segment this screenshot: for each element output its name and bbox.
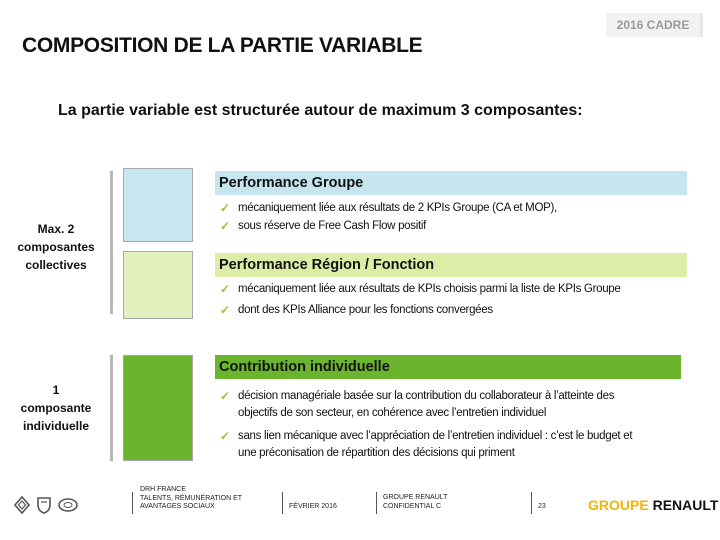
tag-accent-bar (700, 13, 703, 37)
collective-bracket (110, 171, 113, 314)
individual-group-label (8, 381, 104, 435)
individual-label-line: individuelle (22, 419, 89, 433)
footer-conf-line: GROUPE RENAULT (383, 494, 448, 501)
page-number: 23 (538, 503, 546, 510)
samsung-oval-icon (58, 496, 78, 514)
category-tag: 2016 CADRE (606, 13, 700, 37)
bullet-text: mécaniquement liée aux résultats de 2 KPIs Groupe (CA et MOP), (238, 202, 557, 214)
bullet-text: une préconisation de répartition des décisions qui priment (238, 447, 515, 459)
slide-subtitle: La partie variable est structurée autour de maximum 3 composantes: (58, 102, 583, 119)
individual-bracket (110, 355, 113, 461)
individual-label-line: 1 (52, 383, 60, 397)
contribution-individuelle-header: Contribution individuelle (215, 355, 681, 379)
bullet-text: mécaniquement liée aux résultats de KPIs choisis parmi la liste de KPIs Groupe (238, 283, 621, 295)
footer-conf-line: CONFIDENTIAL C (383, 502, 442, 510)
check-icon: ✓ (220, 303, 230, 317)
bullet-item (220, 388, 614, 422)
bullet-item (220, 281, 621, 298)
bullet-item (220, 302, 493, 319)
footer-divider (376, 492, 377, 514)
region-color-square (123, 251, 193, 319)
bullet-text: décision managériale basée sur la contribution du collaborateur à l’atteinte des (238, 390, 615, 402)
performance-region-header: Performance Région / Fonction (215, 253, 687, 277)
collective-group-label (8, 220, 104, 274)
individual-label-line: composante (20, 401, 92, 415)
bullet-item (220, 200, 557, 217)
logo-text-renault: RENAULT (652, 497, 719, 513)
footer-dept-line: AVANTAGES SOCIAUX (140, 503, 215, 510)
footer-divider (132, 492, 133, 514)
footer-divider (531, 492, 532, 514)
check-icon: ✓ (220, 389, 230, 403)
bullet-text: sans lien mécanique avec l’appréciation de l’entretien individuel : c’est le budget et (238, 430, 633, 442)
logo-text-groupe: GROUPE (588, 497, 649, 513)
slide-title: COMPOSITION DE LA PARTIE VARIABLE (22, 34, 423, 57)
collective-label-line: collectives (25, 258, 87, 272)
footer-confidentiality (383, 494, 447, 511)
groupe-color-square (123, 168, 193, 242)
collective-label-line: Max. 2 (37, 222, 75, 236)
bullet-item (220, 428, 632, 462)
brand-icons (14, 496, 78, 514)
footer-divider (282, 492, 283, 514)
check-icon: ✓ (220, 429, 230, 443)
renault-diamond-icon (14, 496, 30, 514)
footer-date: FÉVRIER 2016 (289, 503, 337, 510)
dacia-shield-icon (36, 496, 52, 514)
check-icon: ✓ (220, 282, 230, 296)
bullet-text: sous réserve de Free Cash Flow positif (238, 220, 427, 232)
groupe-renault-logo (588, 497, 718, 513)
check-icon: ✓ (220, 201, 230, 215)
footer-department (140, 486, 242, 512)
performance-groupe-header: Performance Groupe (215, 171, 687, 195)
bullet-item (220, 218, 426, 235)
collective-label-line: composantes (17, 240, 95, 254)
bullet-text: dont des KPIs Alliance pour les fonctions convergées (238, 304, 493, 316)
check-icon: ✓ (220, 219, 230, 233)
footer-dept-line: TALENTS, RÉMUNÉRATION ET (140, 494, 243, 502)
footer-dept-line: DRH FRANCE (140, 486, 186, 493)
individual-color-square (123, 355, 193, 461)
bullet-text: objectifs de son secteur, en cohérence avec l’entretien individuel (238, 407, 547, 419)
